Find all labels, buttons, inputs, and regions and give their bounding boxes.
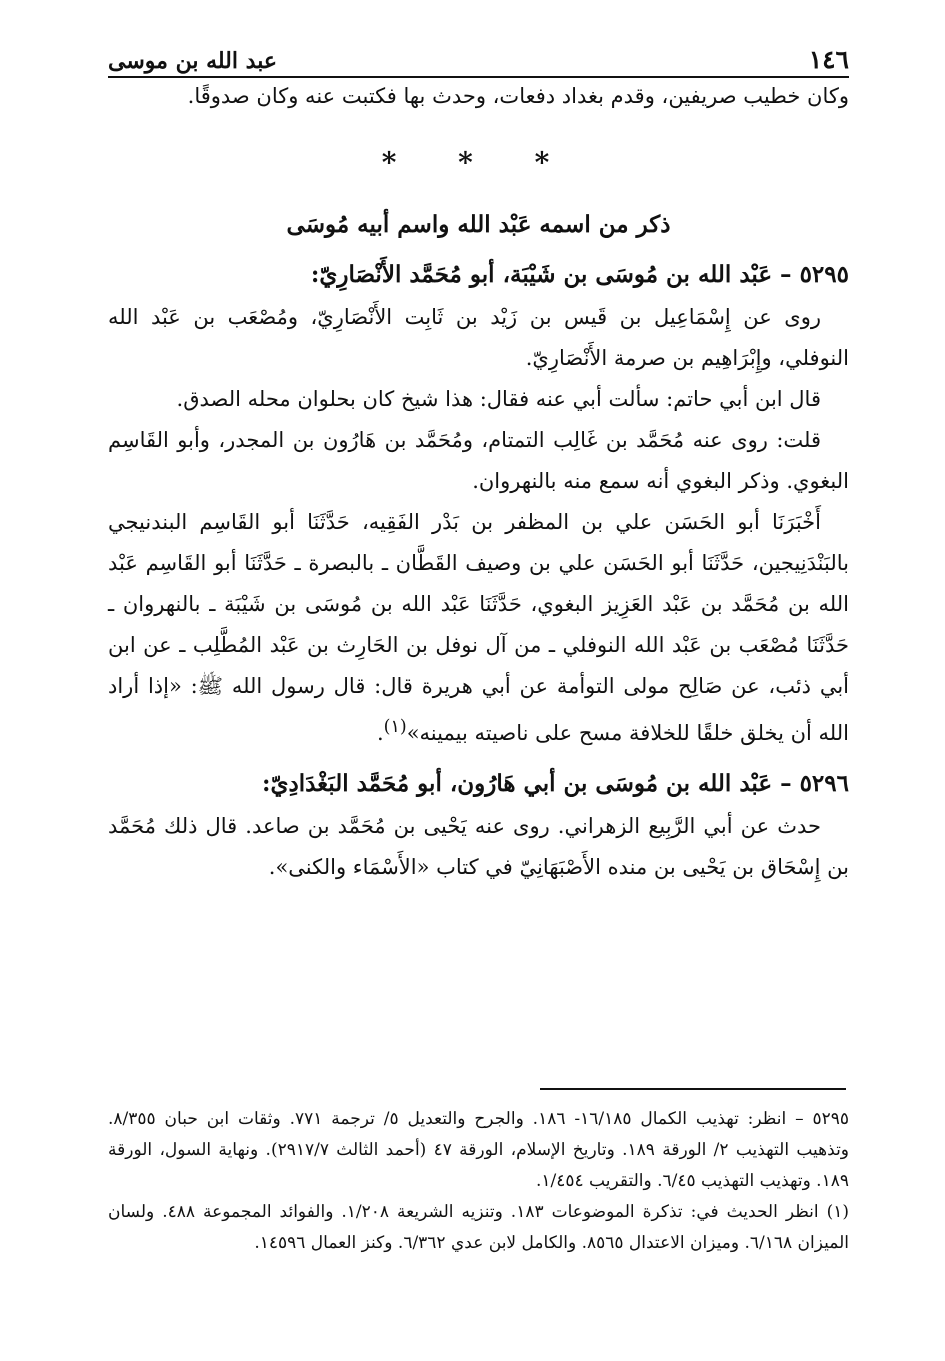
hadith-text: أَخْبَرَنَا أبو الحَسَن علي بن المظفر بن بَدْر الفَقِيه، حَدَّثَنَا أبو القَاسِم البندنيجي بالبَنْدَنِيجين، حَدَّثَنَا أبو الحَسَن علي بن وصيف القَطَّان ـ بالبصرة ـ حَدَّثَنَا أبو القَاسِم عَبْد الله بن مُحَمَّد بن عَبْد العَزِيز البغوي، حَدَّثَنَا عَبْد الله بن مُوسَى بن شَيْبَة ـ بالنهروان ـ حَدَّثَنَا مُصْعَب بن عَبْد الله النوفلي ـ من آل نوفل بن الحَارِث بن عَبْد المُطَّلِب ـ عن ابن أبي ذئب، عن صَالِح مولى التوأمة عن أبي هريرة قال: قال رسول الله ﷺ: «إذا أراد الله أن يخلق خلقًا للخلافة مسح على ناصيته بيمينه» (108, 510, 849, 745)
hadith-end: . (376, 721, 384, 745)
entry-5296-heading: ٥٢٩٦ – عَبْد الله بن مُوسَى بن أبي هَارُون، أبو مُحَمَّد البَغْدَادِيّ: (261, 770, 849, 797)
page-number: ١٤٦ (808, 45, 849, 74)
entry-5295-paragraph-1: روى عن إِسْمَاعِيل بن قَيس بن زَيْد بن ثَابِت الأَنْصَارِيّ، ومُصْعَب بن عَبْد الله النوفلي، وإِبْرَاهِيم بن صرمة الأَنْصَارِيّ. (108, 305, 849, 370)
footnote-separator (540, 1088, 846, 1090)
footnotes (108, 1104, 849, 1259)
footnote-5295: ٥٢٩٥ – انظر: تهذيب الكمال ١٦/١٨٥- ١٨٦. والجرح والتعديل ٥/ ترجمة ٧٧١. وثقات ابن حبان ٨/٣٥٥. وتذهيب التهذيب ٢/ الورقة ١٨٩. وتاريخ الإسلام، الورقة ٤٧ (أحمد الثالث ٢٩١٧/٧). ونهاية السول، الورقة ١٨٩. وتهذيب التهذيب ٦/٤٥. والتقريب ١/٤٥٤. (108, 1109, 850, 1191)
section-heading: ذكر من اسمه عَبْد الله واسم أبيه مُوسَى (286, 211, 671, 238)
footnote-ref: (١) (383, 717, 407, 737)
continuation-paragraph: وكان خطيب صريفين، وقدم بغداد دفعات، وحدث بها فكتبت عنه وكان صدوقًا. (187, 84, 849, 108)
entry-5296-paragraph-1: حدث عن أبي الرَّبِيع الزهراني. روى عنه يَحْيى بن مُحَمَّد بن صاعد. قال ذلك مُحَمَّد بن إِسْحَاق بن يَحْيى بن منده الأَصْبَهَانِيّ في كتاب «الأَسْمَاء والكنى». (108, 814, 849, 879)
entry-5295-paragraph-2: قال ابن أبي حاتم: سألت أبي عنه فقال: هذا شيخ كان بحلوان محله الصدق. (176, 387, 821, 411)
entry-5295-paragraph-4 (108, 502, 849, 754)
section-separator-stars: * * * (381, 146, 576, 179)
running-title: عبد الله بن موسى (108, 48, 277, 74)
page-header (108, 34, 849, 78)
footnote-1: (١) انظر الحديث في: تذكرة الموضوعات ١٨٣. وتنزيه الشريعة ١/٢٠٨. والفوائد المجموعة ٤٨٨. ولسان الميزان ٦/١٦٨. وميزان الاعتدال ٨٥٦٥. والكامل لابن عدي ٦/٣٦٢. وكنز العمال ١٤٥٩٦. (108, 1202, 849, 1253)
page-body (108, 76, 849, 888)
entry-5295-paragraph-3: قلت: روى عنه مُحَمَّد بن غَالِب التمتام، ومُحَمَّد بن هَارُون بن المجدر، وأبو القَاسِم البغوي. وذكر البغوي أنه سمع منه بالنهروان. (108, 428, 849, 493)
entry-5295-heading: ٥٢٩٥ – عَبْد الله بن مُوسَى بن شَيْبَة، أبو مُحَمَّد الأَنْصَارِيّ: (310, 261, 849, 288)
